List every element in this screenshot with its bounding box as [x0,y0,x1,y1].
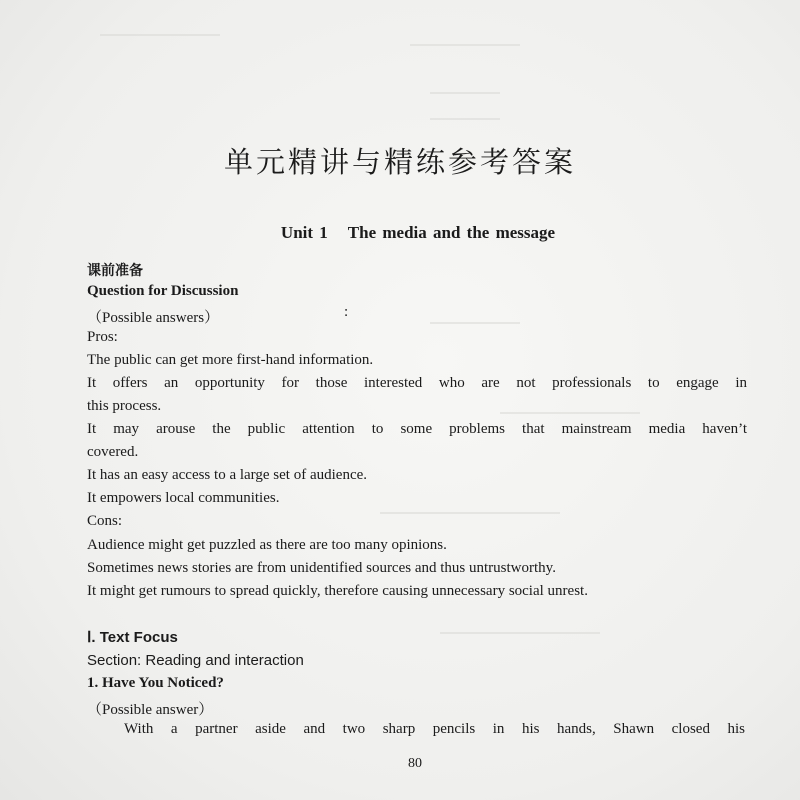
unit-label: Unit 1 [280,223,328,242]
pros-line: It offers an opportunity for those interested who are not professionals to engage in [87,375,747,391]
unit-title [0,223,800,243]
bleed-through-mark [100,34,220,36]
text-focus-heading: Ⅰ. Text Focus [87,629,178,646]
section-heading-prep: 课前准备 [87,263,143,279]
possible-answer-label: （Possible answer） [87,702,214,718]
stray-mark: : [344,304,349,320]
cons-label: Cons: [87,513,123,529]
pros-line: It has an easy access to a large set of audience. [87,467,368,483]
pros-line: The public can get more first-hand information. [87,352,374,368]
page-number: 80 [408,756,422,771]
pros-line: It empowers local communities. [87,490,280,506]
cons-line: Audience might get puzzled as there are too many opinions. [87,537,447,553]
possible-answers-label: （Possible answers） [87,310,220,326]
cons-line: It might get rumours to spread quickly, therefore causing unnecessary social unrest. [87,583,588,599]
subsection-heading: 1. Have You Noticed? [87,675,224,691]
pros-label: Pros: [87,329,118,345]
section-label: Section: Reading and interaction [87,652,304,669]
bleed-through-mark [430,118,500,120]
pros-line: covered. [87,444,139,460]
pros-line: this process. [87,398,162,414]
page-title: 单元精讲与精练参考答案 [223,145,576,179]
bleed-through-mark [410,44,520,46]
body-paragraph-line: With a partner aside and two sharp pencils in his hands, Shawn closed his [124,721,745,737]
question-heading: Question for Discussion [87,283,239,299]
cons-line: Sometimes news stories are from unidentified sources and thus untrustworthy. [87,560,556,576]
bleed-through-mark [430,92,500,94]
unit-name: The media and the message [347,223,556,242]
pros-line: It may arouse the public attention to some problems that mainstream media haven’t [87,421,747,437]
